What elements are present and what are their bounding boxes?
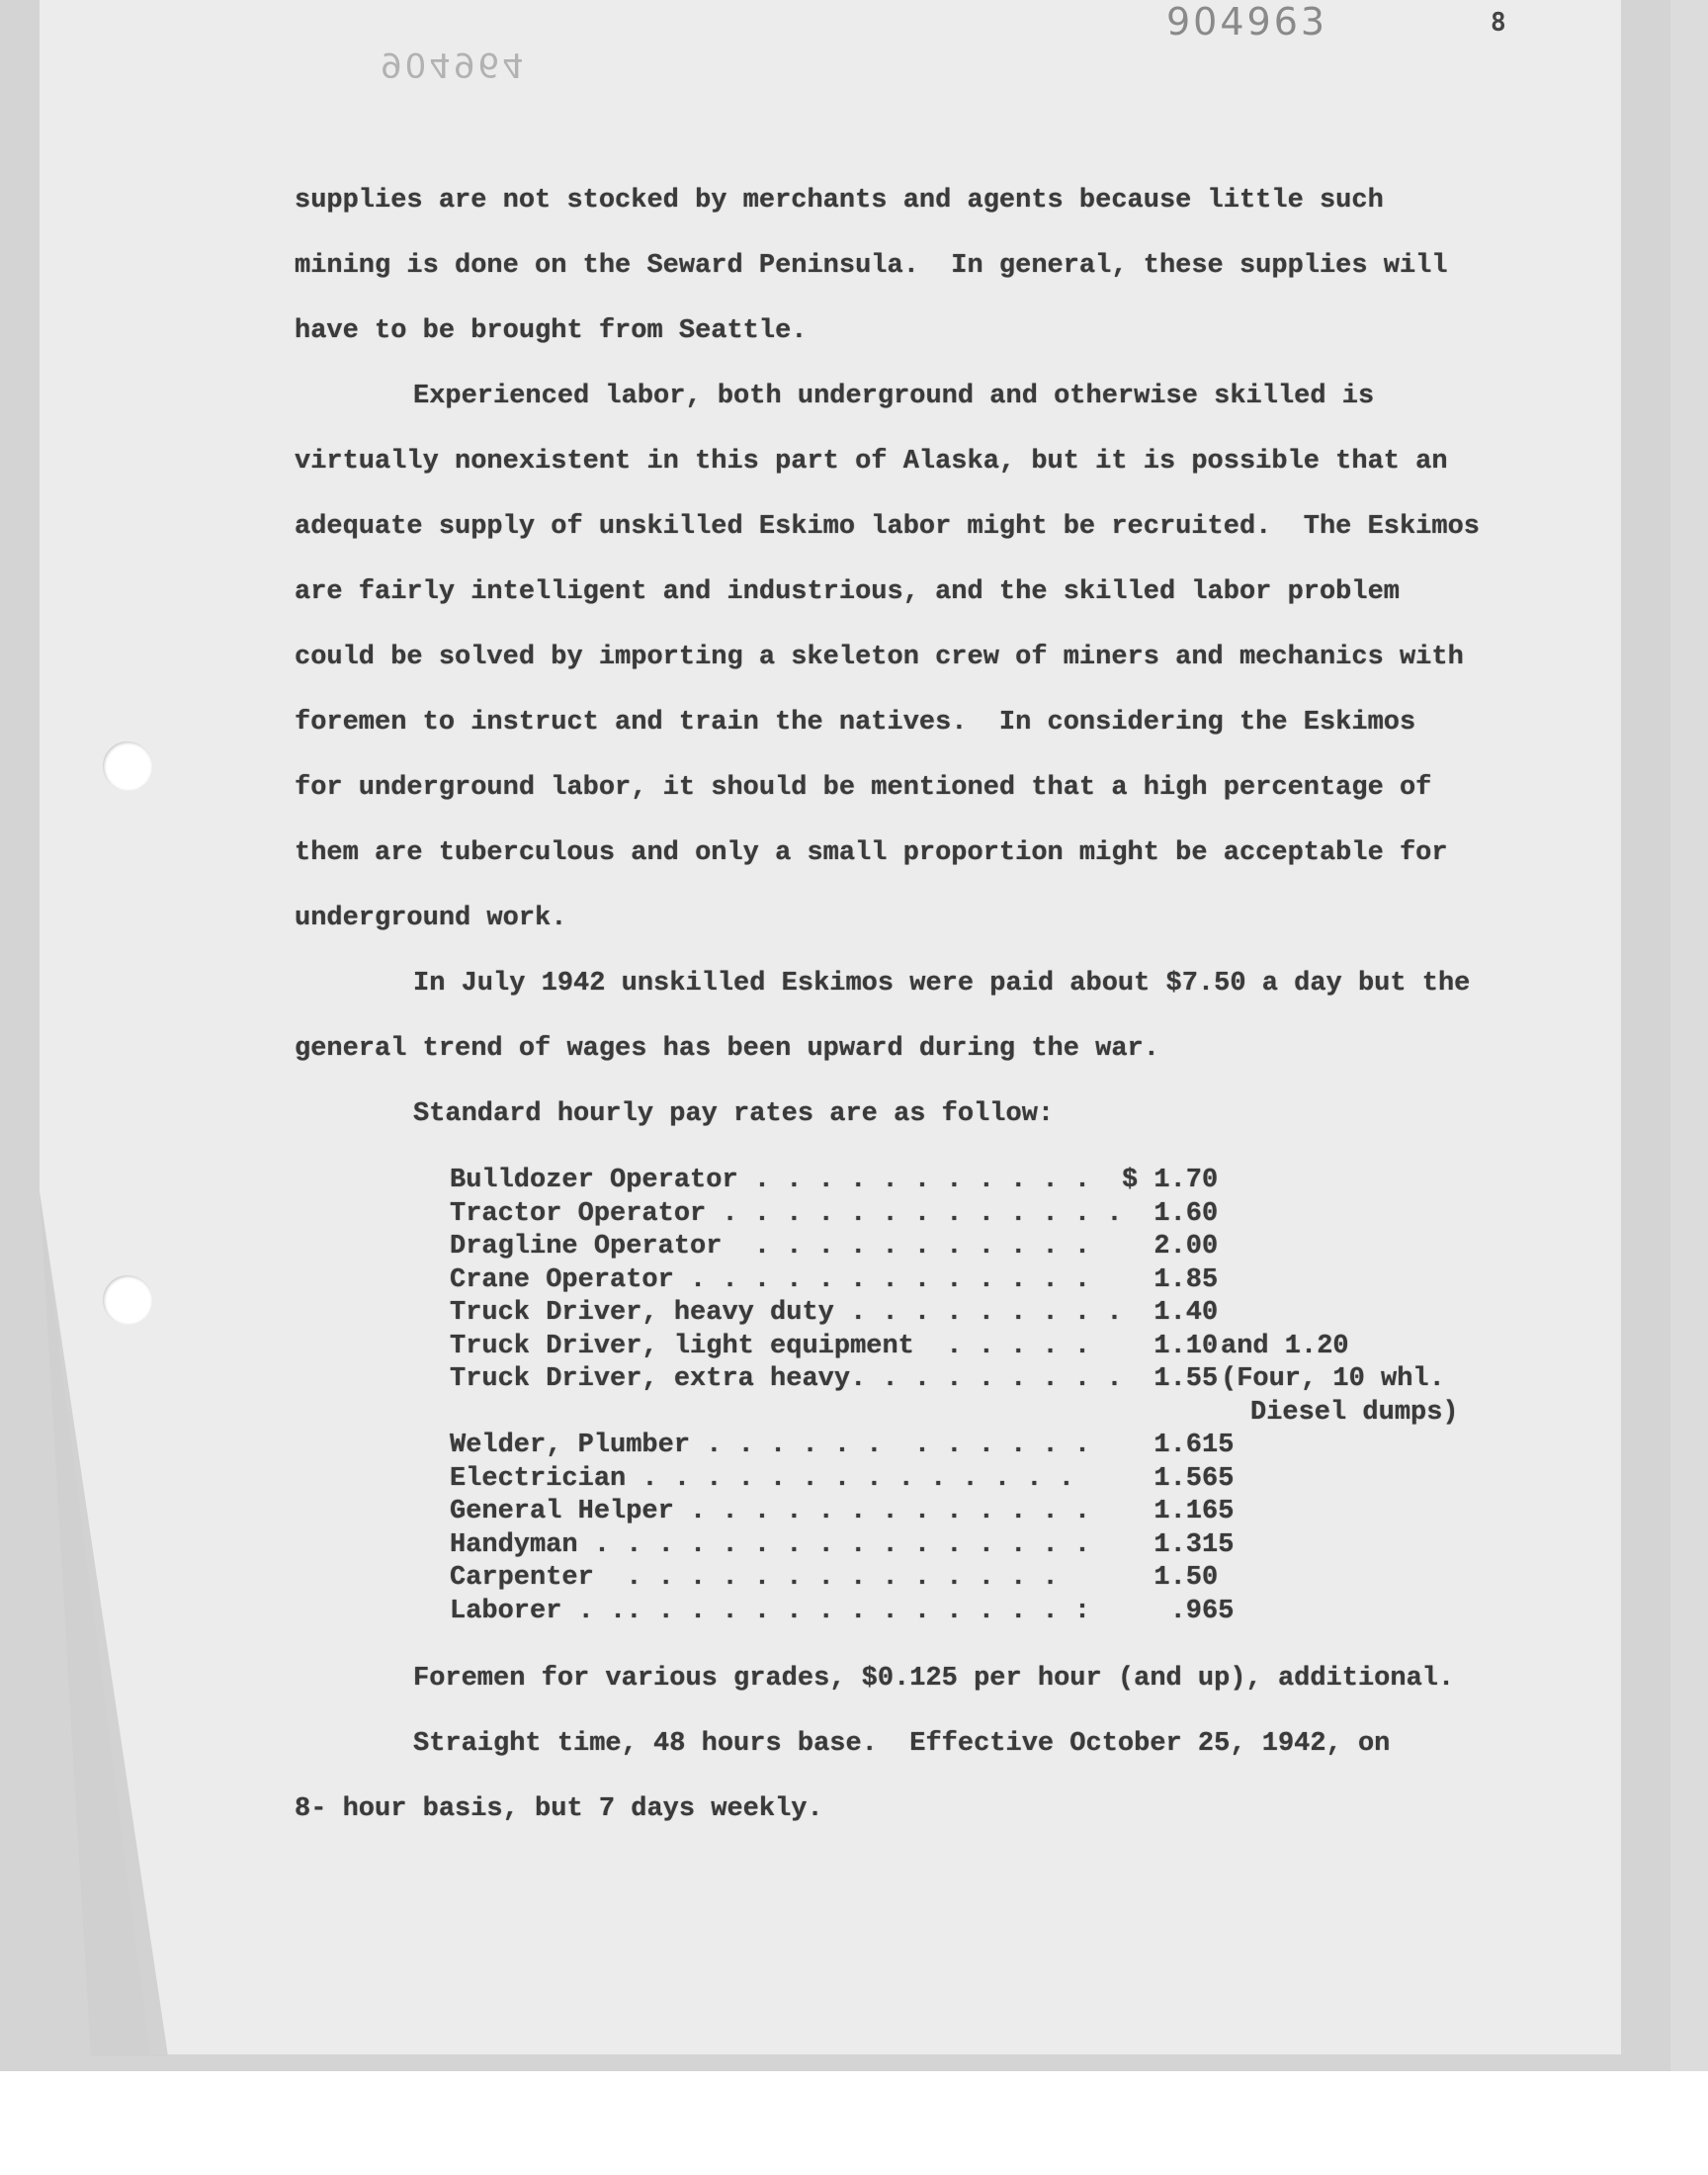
occupation: Handyman . . . . . . . . . . . . . . . .: [450, 1529, 1091, 1560]
closing-text: [295, 1646, 1520, 1842]
text-line: adequate supply of unskilled Eskimo labor might be recruited. The Eskimos: [295, 512, 1480, 542]
pay-rate-row: [450, 1596, 1497, 1629]
punch-hole: [103, 741, 152, 791]
rate-value: 1.315: [1122, 1529, 1235, 1560]
paragraph-start: Straight time, 48 hours base. Effective October 25, 1942, on: [413, 1729, 1391, 1759]
rate-note: Diesel dumps): [1250, 1397, 1459, 1428]
occupation: Laborer . .. . . . . . . . . . . . . . :: [450, 1596, 1091, 1626]
pay-rate-row: [450, 1297, 1497, 1331]
pay-rate-table: [450, 1165, 1497, 1628]
text-line: mining is done on the Seward Peninsula. In general, these supplies will: [295, 251, 1448, 281]
paragraph-start: Experienced labor, both underground and otherwise skilled is: [413, 382, 1375, 411]
pay-rate-row: [450, 1165, 1497, 1198]
rate-value: 1.615: [1122, 1431, 1235, 1460]
text-line: for underground labor, it should be mentioned that a high percentage of: [295, 773, 1432, 803]
occupation: Tractor Operator . . . . . . . . . . . . .: [450, 1198, 1123, 1229]
occupation: Truck Driver, light equipment . . . . .: [450, 1331, 1091, 1361]
paragraph-start: In July 1942 unskilled Eskimos were paid about $7.50 a day but the: [413, 969, 1471, 999]
occupation: Electrician . . . . . . . . . . . . . .: [450, 1463, 1074, 1494]
occupation: Welder, Plumber . . . . . . . . . . . .: [450, 1431, 1091, 1460]
page-number: 8: [1491, 8, 1506, 38]
pay-rate-row: [450, 1463, 1497, 1497]
table-intro: Standard hourly pay rates are as follow:: [413, 1099, 1055, 1129]
rate-value: 1.40: [1122, 1298, 1219, 1328]
text-line: supplies are not stocked by merchants and agents because little such: [295, 186, 1384, 216]
pay-rate-row: [450, 1430, 1497, 1463]
rate-note: (Four, 10 whl.: [1221, 1364, 1445, 1394]
occupation: General Helper . . . . . . . . . . . . .: [450, 1497, 1091, 1526]
text-line: have to be brought from Seattle.: [295, 316, 808, 346]
occupation: Truck Driver, heavy duty . . . . . . . . .: [450, 1298, 1123, 1328]
text-line: general trend of wages has been upward during the war.: [295, 1034, 1159, 1064]
rate-value: 1.165: [1122, 1497, 1235, 1526]
occupation: Crane Operator . . . . . . . . . . . . .: [450, 1264, 1091, 1295]
text-line: could be solved by importing a skeleton crew of miners and mechanics with: [295, 643, 1464, 672]
paragraph-start: Foremen for various grades, $0.125 per hour (and up), additional.: [413, 1664, 1455, 1694]
rate-value: 1.60: [1122, 1198, 1219, 1229]
pay-rate-row: [450, 1397, 1497, 1431]
pay-rate-row: [450, 1529, 1497, 1563]
text-line: underground work.: [295, 904, 567, 933]
rate-value: 1.565: [1122, 1463, 1235, 1494]
rate-value: .965: [1122, 1596, 1235, 1626]
pay-rate-row: [450, 1496, 1497, 1529]
pay-rate-row: [450, 1231, 1497, 1264]
text-line: are fairly intelligent and industrious, and the skilled labor problem: [295, 577, 1400, 607]
rate-value: $ 1.70: [1122, 1166, 1219, 1195]
rate-note: and 1.20: [1221, 1331, 1349, 1361]
occupation: Bulldozer Operator . . . . . . . . . . .: [450, 1166, 1091, 1195]
occupation: Carpenter . . . . . . . . . . . . . .: [450, 1563, 1059, 1593]
pay-rate-row: [450, 1331, 1497, 1364]
rate-value: 2.00: [1122, 1232, 1219, 1262]
body-text: [295, 168, 1520, 1147]
text-line: foremen to instruct and train the natives. In considering the Eskimos: [295, 708, 1416, 738]
handwritten-mirror-number: 904964: [381, 44, 527, 84]
pay-rate-row: [450, 1198, 1497, 1232]
rate-value: 1.55: [1122, 1364, 1219, 1394]
pay-rate-row: [450, 1363, 1497, 1397]
pay-rate-row: [450, 1264, 1497, 1298]
rate-value: 1.85: [1122, 1264, 1219, 1295]
occupation: Dragline Operator . . . . . . . . . . .: [450, 1232, 1091, 1262]
rate-value: 1.10: [1122, 1331, 1219, 1361]
text-line: virtually nonexistent in this part of Alaska, but it is possible that an: [295, 447, 1448, 477]
rate-value: 1.50: [1122, 1563, 1219, 1593]
pay-rate-row: [450, 1562, 1497, 1596]
punch-hole: [103, 1275, 152, 1325]
handwritten-number: 904963: [1166, 0, 1328, 44]
occupation: Truck Driver, extra heavy. . . . . . . . .: [450, 1364, 1123, 1394]
text-line: them are tuberculous and only a small proportion might be acceptable for: [295, 838, 1448, 868]
text-line: 8- hour basis, but 7 days weekly.: [295, 1794, 823, 1824]
